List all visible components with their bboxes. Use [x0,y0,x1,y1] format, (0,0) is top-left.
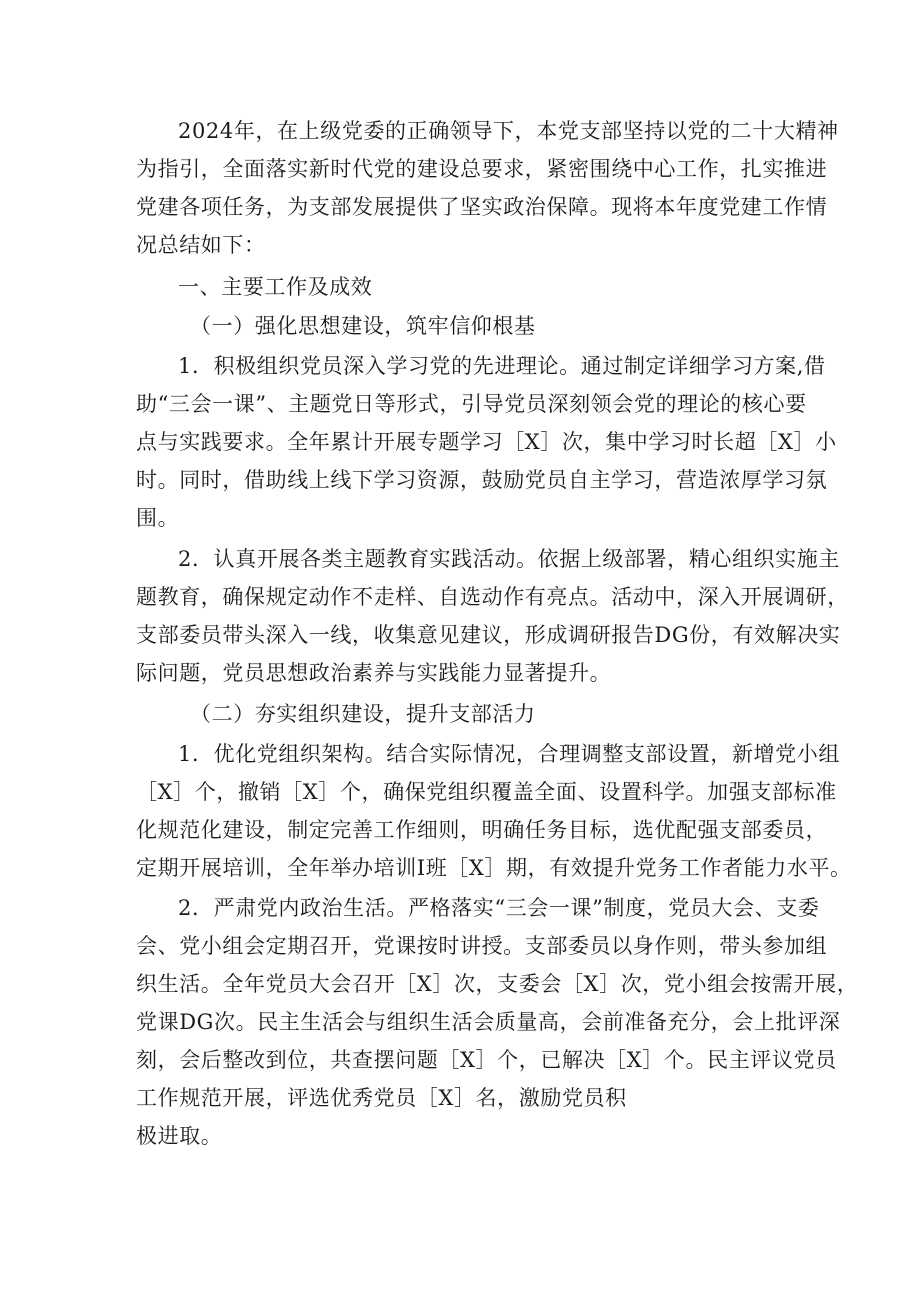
paragraph-line: 围。 [136,506,180,530]
paragraph-intro-line: 为指引，全面落实新时代党的建设总要求，紧密围绕中心工作，扎实推进 [136,157,828,181]
paragraph-line: 1．积极组织党员深入学习党的先进理论。通过制定详细学习方案,借 [178,354,826,378]
paragraph-line: 会、党小组会定期召开，党课按时讲授。支部委员以身作则，带头参加组 [136,934,828,958]
paragraph-line: 际问题，党员思想政治素养与实践能力显著提升。 [136,661,612,685]
paragraph-line: 化规范化建设，制定完善工作细则，明确任务目标，选优配强支部委员， [136,818,828,842]
paragraph-line: 工作规范开展，评选优秀党员［X］名，激励党员积 [136,1086,627,1110]
paragraph-line: 时。同时，借助线上线下学习资源，鼓励党员自主学习，营造浓厚学习氛 [136,468,828,492]
paragraph-intro-line: 2024年，在上级党委的正确领导下，本党支部坚持以党的二十大精神 [178,119,839,143]
paragraph-line: 题教育，确保规定动作不走样、自选动作有亮点。活动中，深入开展调研， [136,585,849,609]
paragraph-line: 刻，会后整改到位，共查摆问题［X］个，已解决［X］个。民主评议党员 [136,1048,837,1072]
paragraph-line: 2．认真开展各类主题教育实践活动。依据上级部署，精心组织实施主 [178,547,840,571]
paragraph-line: 党课DG次。民主生活会与组织生活会质量高，会前准备充分，会上批评深 [136,1010,841,1034]
paragraph-line: 2．严肃党内政治生活。严格落实“三会一课”制度，党员大会、支委 [178,896,820,920]
paragraph-line: 助“三会一课”、主题党日等形式，引导党员深刻领会党的理论的核心要 [136,392,807,416]
paragraph-intro-line: 党建各项任务，为支部发展提供了坚实政治保障。现将本年度党建工作情 [136,195,828,219]
paragraph-line: 1．优化党组织架构。结合实际情况，合理调整支部设置，新增党小组 [178,742,840,766]
section-heading: 一、主要工作及成效 [178,275,373,299]
paragraph-intro-line: 况总结如下： [136,233,266,257]
paragraph-line: 定期开展培训，全年举办培训I班［X］期，有效提升党务工作者能力水平。 [136,856,852,880]
subsection-heading: （二）夯实组织建设，提升支部活力 [190,702,536,726]
paragraph-line: 支部委员带头深入一线，收集意见建议，形成调研报告DG份，有效解决实 [136,623,841,647]
paragraph-line: ［X］个，撤销［X］个，确保党组织覆盖全面、设置科学。加强支部标准 [136,780,837,804]
paragraph-line: 点与实践要求。全年累计开展专题学习［X］次，集中学习时长超［X］小 [136,430,837,454]
paragraph-line: 极进取。 [136,1124,223,1148]
subsection-heading: （一）强化思想建设，筑牢信仰根基 [190,314,536,338]
paragraph-line: 织生活。全年党员大会召开［X］次，支委会［X］次，党小组会按需开展， [136,972,859,996]
